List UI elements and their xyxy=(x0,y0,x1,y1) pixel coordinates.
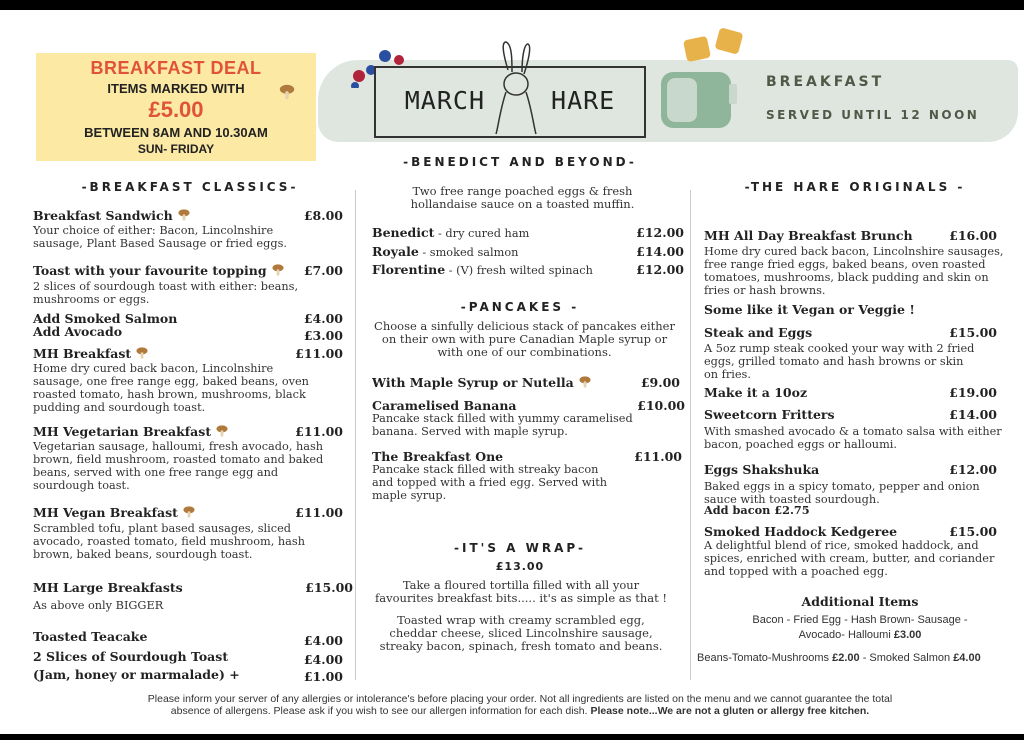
item-description: Baked eggs in a spicy tomato, pepper and onion sauce with toasted sourdough. xyxy=(704,480,980,506)
menu-item: Florentine - (V) fresh wilted spinach £12.00 xyxy=(372,262,684,277)
item-price: £8.00 xyxy=(303,208,343,223)
mushroom-icon xyxy=(578,375,592,389)
item-price: £11.00 xyxy=(634,449,682,464)
bottom-border xyxy=(0,734,1024,740)
item-addon: Add bacon £2.75 xyxy=(704,503,810,517)
menu-item: Eggs Shakshuka £12.00 xyxy=(704,462,997,477)
item-price: £12.00 xyxy=(636,225,684,240)
menu-item: MH Vegan Breakfast £11.00 xyxy=(33,505,343,520)
wrap-heading: -IT'S A WRAP- xyxy=(454,541,586,555)
menu-item: Toast with your favourite topping £7.00 xyxy=(33,263,343,278)
served-until: SERVED UNTIL 12 NOON xyxy=(766,108,980,122)
menu-item: Add Avocado £3.00 xyxy=(33,324,343,343)
item-price: £10.00 xyxy=(637,398,685,413)
toaster-icon xyxy=(655,28,755,134)
menu-item: Caramelised Banana £10.00 xyxy=(372,398,685,413)
item-price: £14.00 xyxy=(636,244,684,259)
menu-item: With Maple Syrup or Nutella £9.00 xyxy=(372,375,680,390)
menu-item: 2 Slices of Sourdough Toast £4.00 xyxy=(33,649,343,667)
menu-item-note: Some like it Vegan or Veggie ! xyxy=(704,302,915,317)
breakfast-heading: BREAKFAST xyxy=(766,74,885,90)
menu-item: MH Large Breakfasts £15.00 xyxy=(33,580,353,595)
column-divider xyxy=(355,190,356,680)
menu-item: Sweetcorn Fritters £14.00 xyxy=(704,407,997,422)
item-description: A 5oz rump steak cooked your way with 2 fried eggs, grilled tomato and hash browns or skin on fries. xyxy=(704,342,975,381)
item-price: £16.00 xyxy=(949,228,997,243)
menu-item: Benedict - dry cured ham £12.00 xyxy=(372,225,684,240)
menu-item: MH Breakfast £11.00 xyxy=(33,346,343,361)
hare-icon xyxy=(490,40,540,136)
wrap-description: Toasted wrap with creamy scrambled egg, cheddar cheese, sliced Lincolnshire sausage, streaky bacon, spinach, fresh tomato and beans. xyxy=(379,613,663,653)
item-price: £12.00 xyxy=(636,262,684,277)
menu-item: (Jam, honey or marmalade) + £1.00 xyxy=(33,667,343,684)
item-description: Home dry cured back bacon, Lincolnshire sausage, one free range egg, baked beans, oven roasted tomato, hash brown, mushrooms, black pudding and sourdough toast. xyxy=(33,362,309,414)
menu-item: Smoked Haddock Kedgeree £15.00 xyxy=(704,524,997,539)
item-price: £3.00 xyxy=(303,328,343,343)
deal-hours: BETWEEN 8AM AND 10.30AM xyxy=(84,125,268,140)
menu-item: Add Smoked Salmon £4.00 xyxy=(33,311,343,326)
item-price: £14.00 xyxy=(949,407,997,422)
classics-heading: -BREAKFAST CLASSICS- xyxy=(81,180,299,194)
item-price: £9.00 xyxy=(640,375,680,390)
mushroom-icon xyxy=(271,263,285,277)
item-description: Vegetarian sausage, halloumi, fresh avocado, hash brown, field mushroom, roasted tomato and baked beans, served with one free range egg and sourdough toast. xyxy=(33,440,324,492)
additional-line: Bacon - Fried Egg - Hash Brown- Sausage - xyxy=(752,614,968,626)
additional-line: Beans-Tomato-Mushrooms £2.00 - Smoked Salmon £4.00 xyxy=(697,652,981,664)
item-description: Scrambled tofu, plant based sausages, sliced avocado, roasted tomato, field mushroom, hash brown, baked beans, sourdough toast. xyxy=(33,522,305,561)
menu-item: Toasted Teacake £4.00 xyxy=(33,629,343,648)
mushroom-icon xyxy=(182,505,196,519)
item-price: £4.00 xyxy=(303,311,343,326)
item-price: £4.00 xyxy=(303,633,343,648)
pancakes-heading: -PANCAKES - xyxy=(460,300,580,314)
deal-line: ITEMS MARKED WITH xyxy=(107,81,245,96)
item-description: A delightful blend of rice, smoked haddock, and spices, enriched with cream, butter, and coriander and topped with a poached egg. xyxy=(704,539,995,578)
additional-line: Avocado- Halloumi £3.00 xyxy=(798,629,922,641)
mushroom-icon xyxy=(215,424,229,438)
logo-text-right: HARE xyxy=(551,86,616,115)
menu-item: Make it a 10oz £19.00 xyxy=(704,385,997,400)
top-border xyxy=(0,0,1024,10)
item-price: £11.00 xyxy=(295,424,343,439)
allergy-notice: Please inform your server of any allergies or intolerance's before placing your order. Not all ingredients are listed on the menu and we cannot guarantee the total absence of allergens. Please ask if you wish to see our allergen information for each dish. Please note...We are not a gluten or allergy free kitchen. xyxy=(147,693,893,717)
logo-text-left: MARCH xyxy=(404,86,486,115)
menu-item: Royale - smoked salmon £14.00 xyxy=(372,244,684,259)
item-description: 2 slices of sourdough toast with either: beans, mushrooms or eggs. xyxy=(33,280,299,306)
item-price: £12.00 xyxy=(949,462,997,477)
menu-item: The Breakfast One £11.00 xyxy=(372,449,682,464)
deal-title: BREAKFAST DEAL xyxy=(90,58,262,78)
item-price: £11.00 xyxy=(295,346,343,361)
item-description: Home dry cured back bacon, Lincolnshire sausages, free range fried eggs, baked beans, oven roasted tomatoes, mushrooms, black pudding and skin on fries or hash browns. xyxy=(704,245,1004,297)
item-description: Pancake stack filled with streaky bacon and topped with a fried egg. Served with maple syrup. xyxy=(372,463,608,502)
wrap-price: £13.00 xyxy=(495,560,545,573)
menu-item: MH Vegetarian Breakfast £11.00 xyxy=(33,424,343,439)
item-price: £11.00 xyxy=(295,505,343,520)
additional-heading: Additional Items xyxy=(801,594,919,609)
benedict-heading: -BENEDICT AND BEYOND- xyxy=(403,155,637,169)
item-price: £19.00 xyxy=(949,385,997,400)
mushroom-icon xyxy=(135,346,149,360)
item-price: £15.00 xyxy=(949,325,997,340)
menu-item: Breakfast Sandwich £8.00 xyxy=(33,208,343,223)
item-price: £1.00 xyxy=(303,669,343,684)
item-price: £15.00 xyxy=(305,580,353,595)
pancakes-intro: Choose a sinfully delicious stack of pancakes either on their own with pure Canadian Maple syrup or with one of our combinations. xyxy=(374,319,675,359)
item-price: £7.00 xyxy=(303,263,343,278)
mushroom-icon xyxy=(278,83,296,101)
breakfast-deal-box xyxy=(36,53,316,161)
column-divider xyxy=(690,190,691,680)
benedict-intro: Two free range poached eggs & fresh hollandaise sauce on a toasted muffin. xyxy=(410,184,635,211)
item-price: £15.00 xyxy=(949,524,997,539)
item-price: £4.00 xyxy=(303,652,343,667)
item-description: With smashed avocado & a tomato salsa with either bacon, poached eggs or halloumi. xyxy=(704,425,1002,451)
deal-price: £5.00 xyxy=(148,97,204,122)
menu-item: MH All Day Breakfast Brunch £16.00 xyxy=(704,228,997,243)
item-description: Pancake stack filled with yummy caramelised banana. Served with maple syrup. xyxy=(372,412,633,438)
item-description: Your choice of either: Bacon, Lincolnshire sausage, Plant Based Sausage or fried eggs. xyxy=(33,224,287,250)
item-description: As above only BIGGER xyxy=(33,599,164,612)
wrap-intro: Take a floured tortilla filled with all your favourites breakfast bits..... it's as simple as that ! xyxy=(375,578,667,605)
menu-item: Steak and Eggs £15.00 xyxy=(704,325,997,340)
deal-days: SUN- FRIDAY xyxy=(137,142,215,156)
mushroom-icon xyxy=(177,208,191,222)
originals-heading: -THE HARE ORIGINALS - xyxy=(744,180,966,194)
